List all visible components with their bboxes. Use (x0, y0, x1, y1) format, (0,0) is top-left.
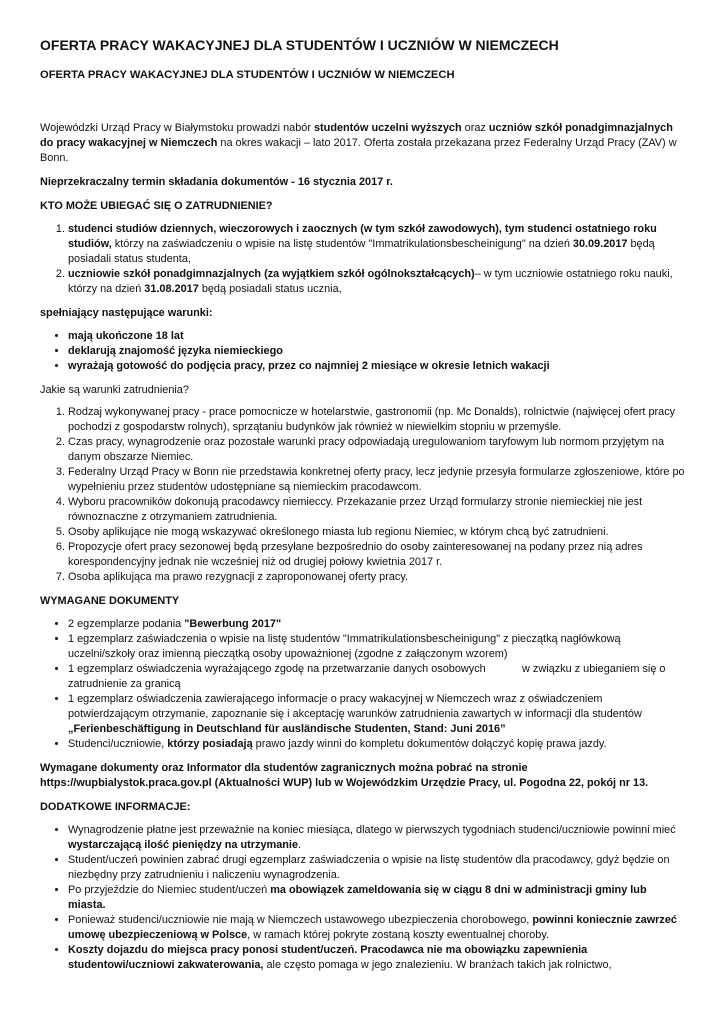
who-item1-text: którzy na zaświadczeniu o wpisie na listę studentów "Immatrikulationsbescheinigung" na dzień (111, 238, 573, 250)
intro-text-2: oraz (461, 122, 489, 134)
list-item: 7. Osoba aplikująca ma prawo rezygnacji z zaproponowanej oferty pracy. (68, 570, 686, 585)
who-item2-text: – w tym uczniowie ostatniego roku nauki, którzy na dzień (68, 268, 673, 295)
who-item2-date: 31.08.2017 (144, 283, 199, 295)
extra1-text2: . (298, 839, 302, 851)
who-item2-bold: uczniowie szkół ponadgimnazjalnych (za wyjątkiem szkół ogólnokształcących) (68, 268, 475, 280)
list-item (68, 943, 686, 973)
intro-paragraph (40, 121, 686, 166)
list-item: 6. Propozycje ofert pracy sezonowej będą przesyłane bezpośrednio do osoby zainteresowanej na podany przez nią adres korespondencyjny jednak nie wcześniej niż od drugiej połowy kwietnia 2017 r. (68, 540, 686, 570)
who-list (40, 222, 686, 297)
extra4-text: Ponieważ studenci/uczniowie nie mają w Niemczech ustawowego ubezpieczenia chorobowego, (68, 914, 533, 926)
terms-list (40, 405, 686, 585)
intro-text-1: Wojewódzki Urząd Pracy w Białymstoku prowadzi nabór (40, 122, 314, 134)
list-item (68, 913, 686, 943)
list-item (68, 823, 686, 853)
conditions-list (40, 329, 686, 374)
list-item: • 1 egzemplarz zaświadczenia o wpisie na listę studentów "Immatrikulationsbescheinigung" z pieczątką nagłówkową uczelni/szkoły oraz imienną pieczątką osoby upoważnionej (zgodne z załączonym wzorem) (68, 632, 686, 662)
doc4-bold: „Ferienbeschäftigung in Deutschland für ausländische Studenten, Stand: Juni 2016” (68, 723, 506, 735)
list-item (68, 267, 686, 297)
extra1-text: Wynagrodzenie płatne jest przeważnie na koniec miesiąca, dlatego w pierwszych tygodniach studenci/uczniowie powinni mieć (68, 824, 676, 836)
list-item: 2. Czas pracy, wynagrodzenie oraz pozostałe warunki pracy odpowiadają uregulowaniom taryfowym lub normom przyjętym na danym obszarze Niemiec. (68, 435, 686, 465)
extra-list (40, 823, 686, 973)
who-item1-bold: studenci studiów dziennych, wieczorowych i zaocznych (w tym szkół zawodowych), tym studenci ostatniego roku studiów, (68, 223, 657, 250)
list-item: • deklarują znajomość języka niemieckiego (68, 344, 686, 359)
intro-bold-2: uczniów szkół ponadgimnazjalnych do pracy wakacyjnej w Niemczech (40, 122, 673, 149)
list-item (68, 222, 686, 267)
extra3-text: Po przyjeździe do Niemiec student/uczeń (68, 884, 271, 896)
extra5-text: ale często pomaga w jego znalezieniu. W branżach takich jak rolnictwo, (263, 959, 612, 971)
intro-text-3: na okres wakacji – lato 2017. Oferta została przekazana przez Federalny Urząd Pracy (ZAV) w Bonn. (40, 137, 677, 164)
list-item: • 1 egzemplarz oświadczenia wyrażającego zgodę na przetwarzanie danych osobowych w związku z ubieganiem się o zatrudnienie za granicą (68, 662, 686, 692)
list-item: 5. Osoby aplikujące nie mogą wskazywać określonego miasta lub regionu Niemiec, w którym chcą być zatrudnieni. (68, 525, 686, 540)
docs-list (40, 617, 686, 752)
who-heading: KTO MOŻE UBIEGAĆ SIĘ O ZATRUDNIENIE? (40, 200, 273, 212)
who-item1-text2: będą posiadali status studenta, (68, 238, 655, 265)
document-page (40, 36, 686, 973)
doc1-text: 2 egzemplarze podania (68, 618, 185, 630)
extra4-text2: , w ramach której pokryte zostaną koszty ewentualnej choroby. (247, 929, 549, 941)
docs-heading: WYMAGANE DOKUMENTY (40, 595, 180, 607)
terms-heading: Jakie są warunki zatrudnienia? (40, 384, 189, 396)
doc4-text: 1 egzemplarz oświadczenia zawierającego informacje o pracy wakacyjnej w Niemczech wraz z oświadczeniem potwierdzającym otrzymanie, zapoznanie się i akceptację warunków zatrudnienia zawartych w informacji dla studentów (68, 693, 642, 720)
page-subtitle: OFERTA PRACY WAKACYJNEJ DLA STUDENTÓW I UCZNIÓW W NIEMCZECH (40, 69, 455, 81)
intro-bold-1: studentów uczelni wyższych (313, 122, 462, 134)
list-item (68, 617, 686, 632)
who-item1-date: 30.09.2017 (572, 238, 628, 250)
page-title: OFERTA PRACY WAKACYJNEJ DLA STUDENTÓW I UCZNIÓW W NIEMCZECH (40, 37, 559, 53)
list-item: 1. Rodzaj wykonywanej pracy - prace pomocnicze w hotelarstwie, gastronomii (np. Mc Donalds), rolnictwie (najwięcej ofert pracy pochodzi z gospodarstw rolnych), sprzątaniu budynków jak również w niewielkim stopniu w przemyśle. (68, 405, 686, 435)
list-item: • Student/uczeń powinien zabrać drugi egzemplarz zaświadczenia o wpisie na listę studentów dla pracodawcy, gdyż będzie on niezbędny przy zatrudnieniu i naliczeniu wynagrodzenia. (68, 853, 686, 883)
deadline: Nieprzekraczalny termin składania dokumentów - 16 stycznia 2017 r. (40, 176, 393, 188)
extra1-bold: wystarczającą ilość pieniędzy na utrzymanie (68, 839, 299, 851)
list-item: • wyrażają gotowość do podjęcia pracy, przez co najmniej 2 miesiące w okresie letnich wakacji (68, 359, 686, 374)
doc5-text: Studenci/uczniowie, (68, 738, 168, 750)
doc5-bold: którzy posiadają (167, 738, 253, 750)
list-item (68, 737, 686, 752)
list-item (68, 692, 686, 737)
download-info: Wymagane dokumenty oraz Informator dla studentów zagranicznych można pobrać na stronie https://wupbialystok.praca.gov.pl (Aktualności WUP) lub w Wojewódzkim Urzędzie Pracy, ul. Pogodna 22, pokój nr 13. (40, 762, 649, 789)
extra5-bold: Koszty dojazdu do miejsca pracy ponosi student/uczeń. Pracodawca nie ma obowiązku zapewnienia studentowi/uczniowi zakwaterowania, (68, 944, 588, 971)
doc5-text2: prawo jazdy winni do kompletu dokumentów dołączyć kopię prawa jazdy. (252, 738, 607, 750)
extra3-bold: ma obowiązek zameldowania się w ciągu 8 dni w administracji gminy lub miasta. (68, 884, 647, 911)
conditions-heading: spełniający następujące warunki: (40, 307, 213, 319)
list-item: 4. Wyboru pracowników dokonują pracodawcy niemieccy. Przekazanie przez Urząd formularzy stronie niemieckiej nie jest równoznaczne z otrzymaniem zatrudnienia. (68, 495, 686, 525)
who-item2-text2: będą posiadali status ucznia, (198, 283, 342, 295)
extra-heading: DODATKOWE INFORMACJE: (40, 801, 191, 813)
list-item: 3. Federalny Urząd Pracy w Bonn nie przedstawia konkretnej oferty pracy, lecz jedynie przesyła formularze zgłoszeniowe, które po wypełnieniu przez studentów udostępniane są niemieckim pracodawcom. (68, 465, 686, 495)
list-item: • mają ukończone 18 lat (68, 329, 686, 344)
list-item (68, 883, 686, 913)
extra4-bold: powinni koniecznie zawrzeć umowę ubezpieczeniową w Polsce (68, 914, 677, 941)
doc1-bold: "Bewerbung 2017" (184, 618, 282, 630)
